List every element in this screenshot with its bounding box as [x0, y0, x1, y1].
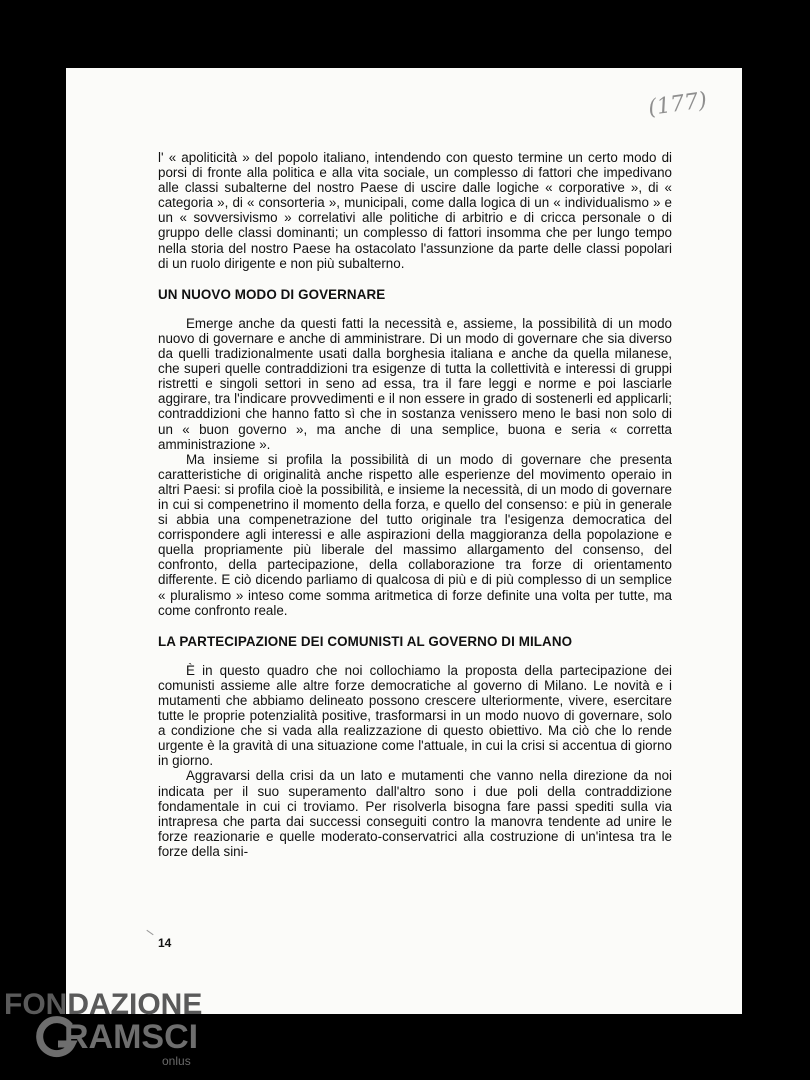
section-heading-partecipazione: LA PARTECIPAZIONE DEI COMUNISTI AL GOVERNO DI MILANO	[158, 633, 573, 649]
fondazione-gramsci-watermark	[4, 988, 234, 1080]
watermark-line1: FONDAZIONE	[4, 988, 203, 1021]
watermark-sub: onlus	[162, 1054, 191, 1068]
section1-paragraph-2: Ma insieme si profila la possibilità di un modo di governare che presenta caratteristiche di originalità anche rispetto alle esperienze del movimento operaio in altri Paesi: si profila cioè la possibilità, e insieme la necessità, di un modo di governare in cui si compenetrino il momento della forza, e quello del consenso: e più in generale si abbia una compenetrazione del tutto originale tra l'esigenza democratica del corrispondere agli interessi e alle aspirazioni della maggioranza della popolazione e quella propriamente più liberale del massimo allargamento del consenso, del confronto, della partecipazione, della collaborazione tra forze di orientamento differente. E ciò dicendo parliamo di qualcosa di più e di più complesso di un semplice « pluralismo » inteso come somma aritmetica di forze definite una volta per tutte, ma come confronto reale.	[158, 451, 672, 618]
section2-paragraph-1: È in questo quadro che noi collochiamo la proposta della partecipazione dei comunisti assieme alle altre forze democratiche al governo di Milano. Le novità e i mutamenti che abbiamo delineato possono crescere ulteriormente, vivere, esercitare tutte le proprie potenzialità positive, trasformarsi in un modo nuovo di governare, solo a condizione che si vada alla realizzazione di questo obiettivo. Ma ciò che lo rende urgente è la gravità di una situazione come l'attuale, in cui la crisi si accentua di giorno in giorno.	[158, 662, 672, 769]
page-number: 14	[158, 936, 172, 950]
section2-paragraph-2: Aggravarsi della crisi da un lato e mutamenti che vanno nella direzione da noi indicata per il suo superamento dall'altro sono i due poli della contraddizione fondamentale in cui ci troviamo. Per risolverla bisogna fare passi spediti sulla via intrapresa che parta dai successi conseguiti contro la manovra tendente ad unire le forze reazionarie e quelle moderato-conservatrici alla costruzione di un'intesa tra le forze della sini-	[158, 768, 672, 859]
intro-paragraph: l' « apoliticità » del popolo italiano, intendendo con questo termine un certo modo di porsi di fronte alla politica e alla vita sociale, un complesso di fattori che impedivano alle classi subalterne del nostro Paese di uscire dalle logiche « corporative », di « categoria », di « consorteria », municipali, come dalla logica di un « individualismo » e un « sovversivismo » correlativi alle politiche di arbitrio e di cricca personale o di gruppo delle classi dominanti; un complesso di fattori insomma che per lungo tempo nella storia del nostro Paese ha ostacolato l'assunzione da parte delle classi popolari di un ruolo dirigente e non più subalterno.	[158, 150, 672, 271]
section1-paragraph-1: Emerge anche da questi fatti la necessità e, assieme, la possibilità di un modo nuovo di governare e anche di amministrare. Di un modo di governare che sia diverso da quelli tradizionalmente usati dalla borghesia italiana e anche da quella milanese, che superi quelle contraddizioni tra esigenze di tutta la collettività e interessi di gruppi ristretti e singoli settori in seno ad essa, tra il fare leggi e norme e poi lasciarle aggirare, tra l'indicare provvedimenti e il non essere in grado di sostenerli ed applicarli; contraddizioni che hanno fatto sì che in sostanza venissero meno le basi non solo di un « buon governo », ma anche di una semplice, buona e seria « corretta amministrazione ».	[158, 315, 672, 452]
handwritten-page-annotation: (177)	[646, 88, 709, 121]
watermark-line2: RAMSCI	[64, 1018, 199, 1056]
document-body	[158, 150, 672, 859]
section-heading-governare: UN NUOVO MODO DI GOVERNARE	[158, 286, 386, 302]
